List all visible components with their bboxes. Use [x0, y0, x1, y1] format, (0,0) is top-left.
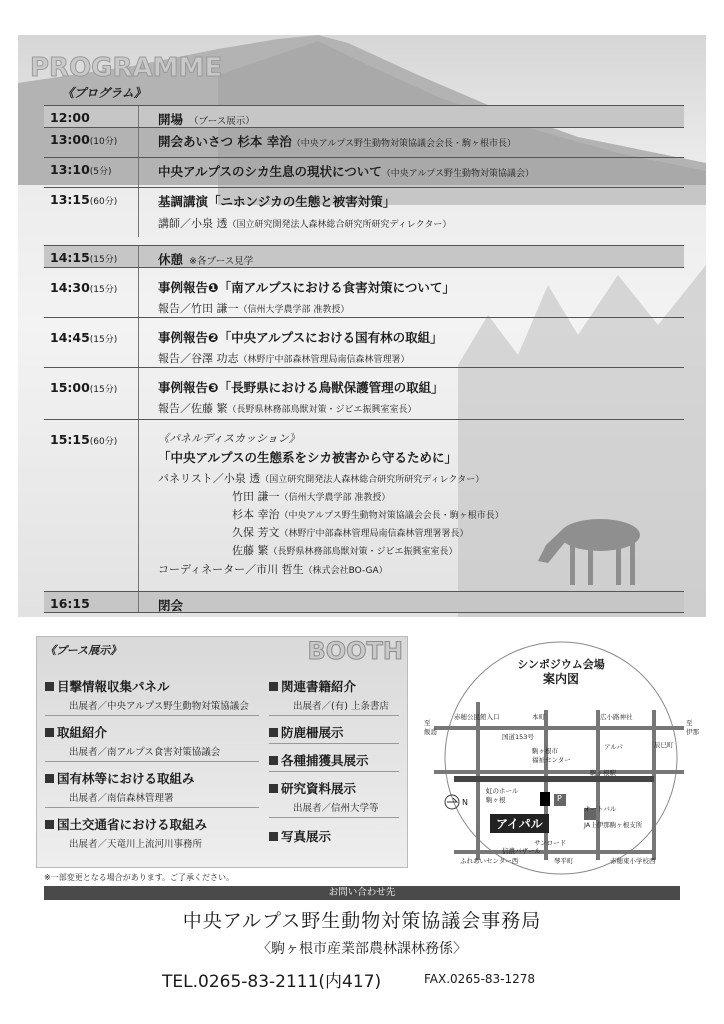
venue-map	[414, 640, 708, 876]
contact-fax: FAX.0265-83-1278	[424, 972, 536, 986]
booth-item: 国有林等における取組み 出展者／南信森林管理署	[45, 769, 195, 804]
panelist: 佐藤 繁（長野県林務部鳥獣対策・ジビエ振興室室長）	[232, 544, 458, 557]
row-time: 13:00(10分)	[50, 132, 118, 147]
row-title: 休憩 ※各ブース見学	[158, 252, 254, 267]
map-label: 広小路神社	[600, 713, 633, 721]
row-title: 事例報告❶「南アルプスにおける食害対策について」	[158, 280, 455, 295]
coordinator: コーディネーター／市川 哲生（株式会社BO-GA）	[158, 563, 388, 576]
map-label: ふれあいセンター西	[460, 857, 519, 865]
booth-section	[36, 636, 408, 868]
booth-item: 目撃情報収集パネル 出展者／中央アルプス野生動物対策協議会	[45, 677, 249, 712]
row-time: 13:15(60分)	[50, 192, 118, 207]
row-time: 14:45(15分)	[50, 330, 118, 345]
row-title: 開場 （ブース展示）	[158, 112, 255, 127]
schedule-row	[44, 317, 684, 367]
map-label: 辰巳町	[654, 741, 674, 749]
row-time: 15:00(15分)	[50, 380, 118, 395]
row-speaker: 報告／竹田 謙一（信州大学農学部 准教授）	[158, 302, 350, 315]
map-label: JA上伊那駒ヶ根支所	[584, 821, 643, 829]
parking-label: P	[557, 794, 562, 803]
map-label: 駒ヶ根市 福祉センター	[532, 747, 571, 764]
booth-item: 各種捕獲具展示	[269, 751, 369, 769]
panelist: パネリスト／小泉 透（国立研究開発法人森林総合研究所研究ディレクター）	[158, 472, 485, 485]
panelist: 久保 芳文（林野庁中部森林管理局南信森林管理署署長）	[232, 526, 469, 539]
map-label: 赤穂公民館入口	[454, 713, 500, 721]
map-label: 琴平町	[554, 857, 574, 865]
schedule-row	[44, 591, 684, 613]
north-label: N	[462, 798, 468, 807]
map-label: サンロード	[534, 839, 567, 847]
booth-item: 国土交通省における取組み 出展者／天竜川上流河川事務所	[45, 815, 207, 850]
map-label: 至 伊那	[686, 719, 699, 736]
map-label: オートバル	[584, 805, 617, 813]
schedule-row	[44, 127, 684, 157]
row-title: 事例報告❷「中央アルプスにおける国有林の取組」	[158, 330, 443, 345]
row-speaker: 報告／佐藤 繁（長野県林務部鳥獣対策・ジビエ振興室室長）	[158, 402, 417, 415]
row-time: 14:30(15分)	[50, 280, 118, 295]
row-time: 13:10(5分)	[50, 162, 112, 177]
row-title: 基調講演「ニホンジカの生態と被害対策」	[158, 194, 396, 209]
row-title: 事例報告❸「長野県における鳥獣保護管理の取組」	[158, 380, 444, 395]
contact-band: お問い合わせ先	[44, 886, 680, 900]
schedule-row	[44, 419, 684, 591]
contact-dept: 〈駒ヶ根市産業部農林課林務係〉	[257, 941, 467, 957]
row-title: 中央アルプスのシカ生息の現状について（中央アルプス野生動物対策協議会）	[158, 164, 535, 179]
row-title: 閉会	[158, 598, 184, 613]
contact-org: 中央アルプス野生動物対策協議会事務局	[182, 910, 542, 932]
panelist: 竹田 謙一（信州大学農学部 准教授）	[232, 490, 391, 503]
map-label: アルパ	[604, 743, 623, 751]
map-label: 至 飯島	[424, 719, 437, 736]
programme-subheading: 《プログラム》	[62, 86, 146, 100]
row-time: 12:00	[50, 110, 90, 125]
booth-item: 関連書籍紹介 出展者／(有) 上条書店	[269, 677, 389, 712]
booth-label: 《ブース展示》	[45, 644, 122, 657]
row-speaker: 報告／谷澤 功志（林野庁中部森林管理局南信森林管理署）	[158, 352, 410, 365]
map-subtitle: 案内図	[542, 672, 579, 686]
schedule-row	[44, 187, 684, 237]
row-time: 16:15	[50, 596, 90, 611]
venue-label: アイパル	[490, 814, 549, 833]
schedule-row	[44, 157, 684, 187]
map-label: 駒ヶ根駅	[590, 769, 616, 777]
row-time: 14:15(15分)	[50, 250, 118, 265]
row-title: 開会あいさつ 杉本 幸治（中央アルプス野生動物対策協議会会長・駒ヶ根市長）	[158, 134, 517, 149]
schedule-row	[44, 267, 684, 317]
map-label: 本町	[532, 713, 545, 721]
booth-item: 研究資料展示 出展者／信州大学等	[269, 779, 379, 814]
panel-heading: 《パネルディスカッション》	[158, 432, 300, 445]
row-time: 15:15(60分)	[50, 432, 118, 447]
booth-note: ※一部変更となる場合があります。ご了承ください。	[44, 873, 235, 882]
contact-tel: TEL.0265-83-2111(内417)	[162, 972, 382, 992]
map-label: 国道153号	[502, 733, 534, 741]
booth-heading: BOOTH	[307, 637, 403, 665]
panelist: 杉本 幸治（中央アルプス野生動物対策協議会会長・駒ヶ根市長）	[232, 508, 504, 521]
map-label: 信濃バザール	[502, 847, 541, 855]
row-title: 「中央アルプスの生態系をシカ被害から守るために」	[158, 450, 458, 465]
map-title: シンポジウム会場	[517, 658, 605, 671]
schedule-row	[44, 367, 684, 419]
row-speaker: 講師／小泉 透（国立研究開発法人森林総合研究所研究ディレクター）	[158, 217, 452, 230]
map-label: 虹のホール 駒ヶ根	[486, 787, 519, 804]
programme-section	[18, 35, 706, 617]
map-label: 赤穂東小学校西	[610, 857, 656, 865]
booth-item: 取組紹介 出展者／南アルプス食害対策協議会	[45, 723, 220, 758]
schedule-row	[44, 245, 684, 267]
schedule-row	[44, 105, 684, 127]
programme-heading: PROGRAMME	[30, 53, 223, 83]
booth-item: 写真展示	[269, 827, 331, 845]
booth-item: 防鹿柵展示	[269, 723, 344, 741]
